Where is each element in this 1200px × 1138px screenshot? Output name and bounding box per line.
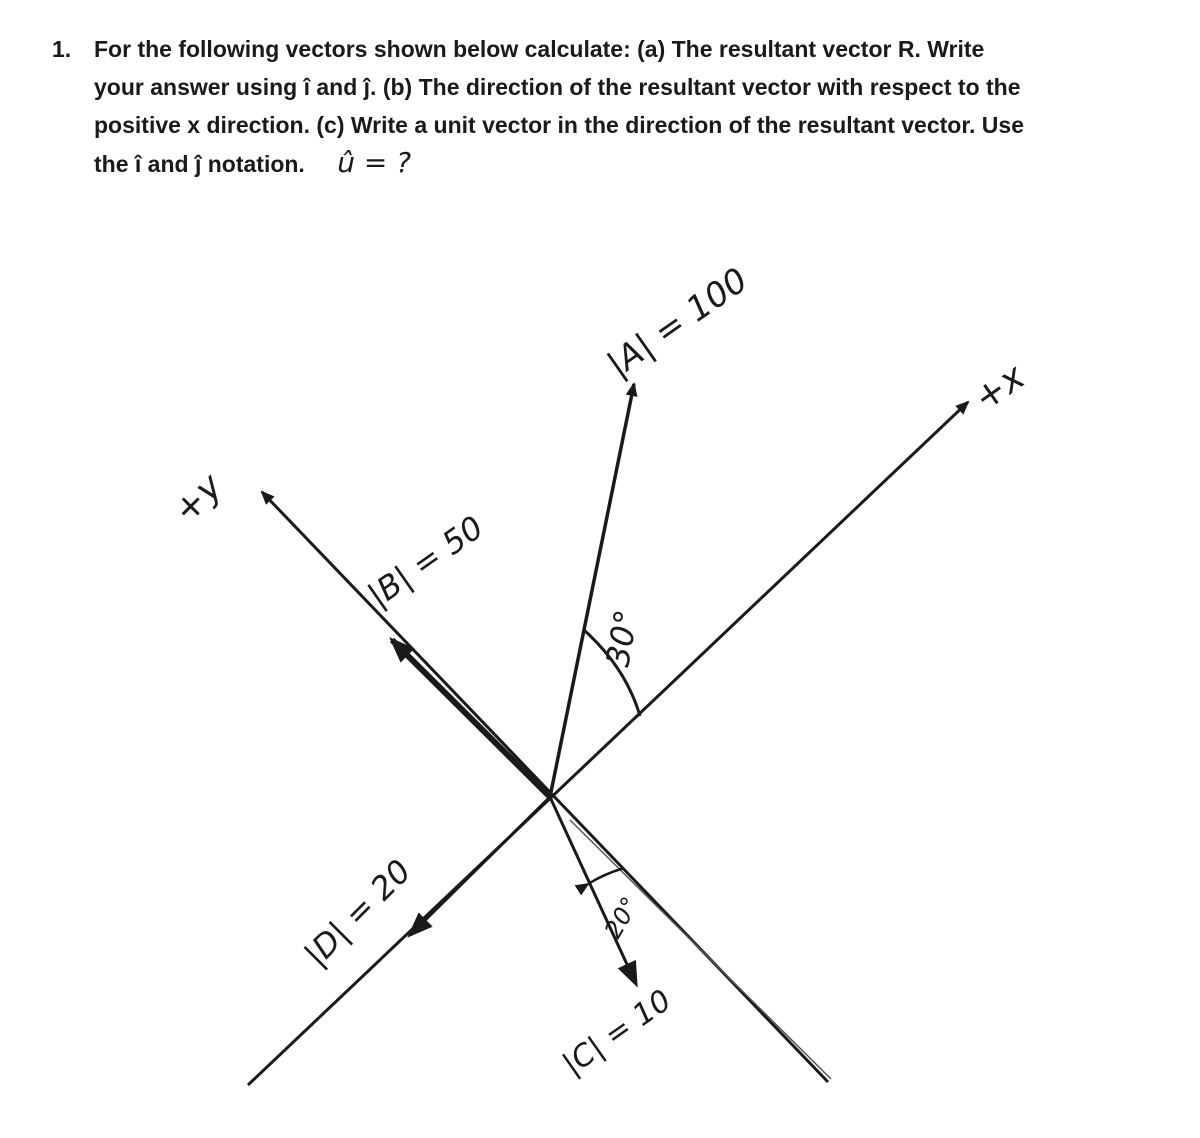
problem-line-2: your answer using î and ĵ. (b) The direction of the resultant vector with respect to the [94, 74, 1021, 100]
vector-b-label: |B| = 50 [360, 508, 491, 615]
problem-line-1: For the following vectors shown below calculate: (a) The resultant vector R. Write [94, 36, 985, 62]
y-axis-label: +y [165, 465, 231, 532]
problem-number: 1. [52, 36, 72, 62]
problem-line-4-text: the î and ĵ notation. [94, 151, 305, 177]
angle-label-30: 30° [598, 606, 646, 670]
vector-c-label: |C| = 10 [556, 983, 678, 1083]
unit-vector-note: û = ? [337, 146, 412, 179]
angle-arc-20 [588, 868, 624, 884]
x-axis-label: +x [966, 356, 1033, 420]
y-axis [262, 492, 828, 1082]
vector-a [550, 384, 634, 797]
vector-c [550, 797, 636, 984]
angle-label-20: 20° [598, 892, 645, 943]
vector-d-label: |D| = 20 [296, 851, 419, 974]
vector-a-label: |A| = 100 [600, 260, 756, 386]
vector-d [410, 797, 550, 935]
problem-line-3: positive x direction. (c) Write a unit vector in the direction of the resultant vector. Use [94, 112, 1024, 138]
vector-b [392, 640, 550, 797]
